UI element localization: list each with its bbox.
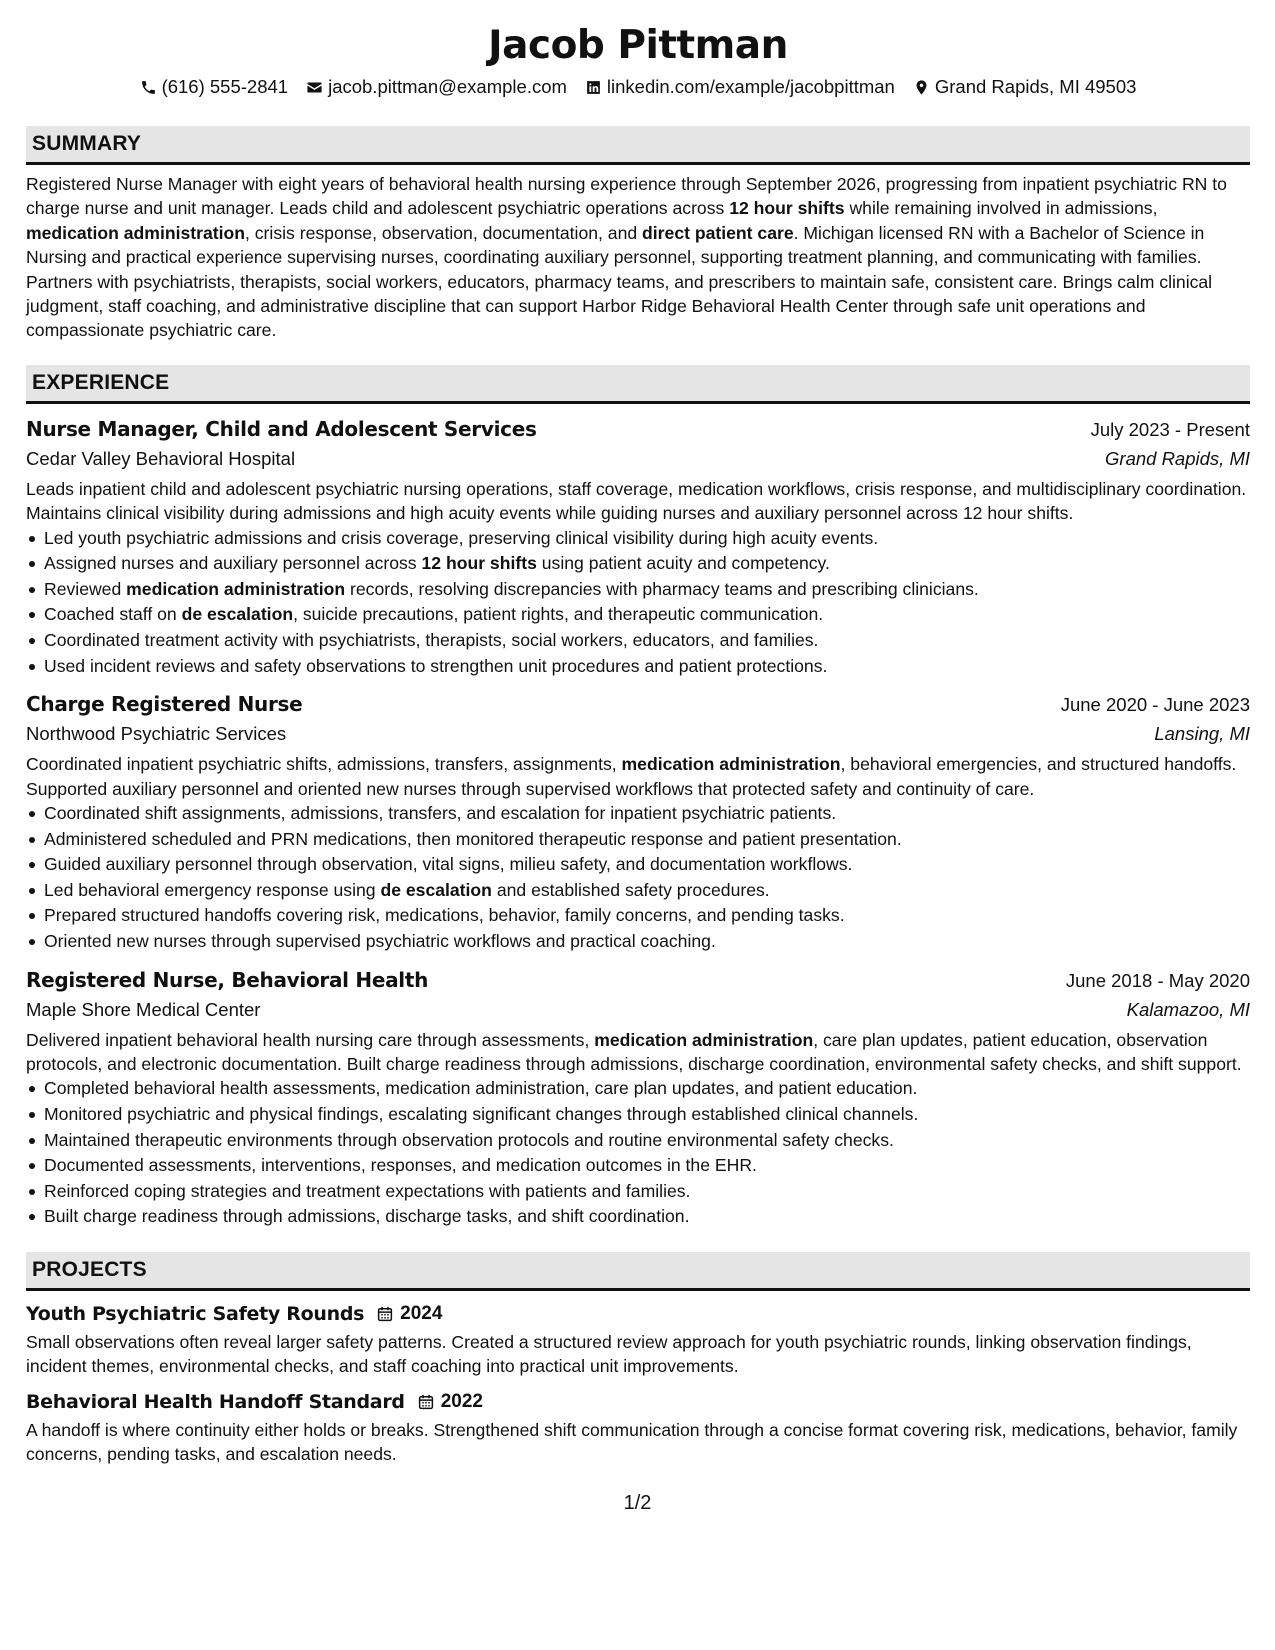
job-description: Leads inpatient child and adolescent psychiatric nursing operations, staff coverage, medication workflows, crisis response, and multidisciplinary coordination. Maintains clinical visibility during admissions and high acuity events while guiding nurses and auxiliary personnel across 12 hour shifts. xyxy=(26,478,1247,524)
bullet-item: Built charge readiness through admissions, discharge tasks, and shift coordination. xyxy=(44,1204,1250,1230)
bullet-item: Monitored psychiatric and physical findings, escalating significant changes through established clinical channels. xyxy=(44,1102,1250,1128)
company-name: Cedar Valley Behavioral Hospital xyxy=(26,447,296,469)
project-year xyxy=(376,1299,442,1329)
bullet-item: Guided auxiliary personnel through observation, vital signs, milieu safety, and documentation workflows. xyxy=(44,852,1250,878)
project-description: A handoff is where continuity either holds or breaks. Strengthened shift communication through a concise format covering risk, medications, behavior, family concerns, pending tasks, and escalation needs. xyxy=(26,1419,1238,1465)
project-title: Behavioral Health Handoff Standard xyxy=(26,1390,405,1413)
summary-heading: SUMMARY xyxy=(26,126,1250,165)
bullet-item: Assigned nurses and auxiliary personnel across 12 hour shifts using patient acuity and competency. xyxy=(44,551,1250,577)
project-year-text: 2024 xyxy=(400,1302,443,1324)
job-entry xyxy=(26,689,1250,954)
phone-text: (616) 555-2841 xyxy=(161,76,289,97)
job-entry xyxy=(26,965,1250,1230)
resume-page xyxy=(26,20,1250,1467)
job-location: Kalamazoo, MI xyxy=(1126,998,1250,1020)
location-text: Grand Rapids, MI 49503 xyxy=(934,76,1137,97)
project-title-row xyxy=(26,1387,1250,1417)
job-entry xyxy=(26,414,1250,679)
calendar-icon xyxy=(417,1393,435,1411)
company-name: Maple Shore Medical Center xyxy=(26,998,261,1020)
page-number: 1/2 xyxy=(623,1492,652,1514)
bullet-item: Coordinated shift assignments, admissions, transfers, and escalation for inpatient psychiatric patients. xyxy=(44,801,1250,827)
job-header-row xyxy=(26,965,1250,996)
candidate-name: Jacob Pittman xyxy=(488,23,788,68)
project-year-text: 2022 xyxy=(440,1390,483,1412)
job-bullets xyxy=(26,1076,1250,1230)
bullet-item: Led youth psychiatric admissions and crisis coverage, preserving clinical visibility during high acuity events. xyxy=(44,526,1250,552)
job-location: Grand Rapids, MI xyxy=(1105,447,1250,469)
contact-phone xyxy=(140,74,289,100)
job-location: Lansing, MI xyxy=(1154,723,1250,745)
project-year xyxy=(417,1387,483,1417)
project-title: Youth Psychiatric Safety Rounds xyxy=(26,1302,365,1325)
job-description: Delivered inpatient behavioral health nursing care through assessments, medication administration, care plan updates, patient education, observation protocols, and electronic documentation. Built charge readiness through admissions, discharge coordination, environmental safety checks, and shift support. xyxy=(26,1029,1242,1074)
bullet-item: Reviewed medication administration records, resolving discrepancies with pharmacy teams and prescribing clinicians. xyxy=(44,577,1250,603)
linkedin-text[interactable]: linkedin.com/example/jacobpittman xyxy=(606,76,895,97)
bullet-item: Completed behavioral health assessments, medication administration, care plan updates, and patient education. xyxy=(44,1076,1250,1102)
job-company-row xyxy=(26,445,1250,473)
job-bullets xyxy=(26,801,1250,955)
project-entry xyxy=(26,1299,1250,1379)
job-description: Coordinated inpatient psychiatric shifts, admissions, transfers, assignments, medication administration, behavioral emergencies, and structured handoffs. Supported auxiliary personnel and oriented new nurses through supervised workflows that protected safety and continuity of care. xyxy=(26,754,1237,799)
job-company-row xyxy=(26,720,1250,748)
job-title: Charge Registered Nurse xyxy=(26,692,303,717)
calendar-icon xyxy=(376,1305,394,1323)
job-dates: June 2018 - May 2020 xyxy=(1065,969,1250,991)
job-title: Registered Nurse, Behavioral Health xyxy=(26,967,429,992)
job-company-row xyxy=(26,996,1250,1024)
linkedin-icon xyxy=(585,79,602,96)
job-header-row xyxy=(26,414,1250,445)
company-name: Northwood Psychiatric Services xyxy=(26,723,287,745)
contact-email[interactable] xyxy=(306,74,567,100)
phone-icon xyxy=(140,79,157,96)
bullet-item: Documented assessments, interventions, responses, and medication outcomes in the EHR. xyxy=(44,1153,1250,1179)
bullet-item: Used incident reviews and safety observations to strengthen unit procedures and patient protections. xyxy=(44,654,1250,680)
contact-linkedin[interactable] xyxy=(585,74,895,100)
project-entry xyxy=(26,1387,1250,1467)
bullet-item: Reinforced coping strategies and treatment expectations with patients and families. xyxy=(44,1179,1250,1205)
job-bullets xyxy=(26,526,1250,680)
contact-location xyxy=(913,74,1137,100)
bullet-item: Coordinated treatment activity with psychiatrists, therapists, social workers, educators, and families. xyxy=(44,628,1250,654)
project-description: Small observations often reveal larger safety patterns. Created a structured review approach for youth psychiatric rounds, linking observation findings, incident themes, environmental checks, and staff coaching into practical unit improvements. xyxy=(26,1331,1192,1377)
summary-text: Registered Nurse Manager with eight years of behavioral health nursing experience through September 2026, progressing from inpatient psychiatric RN to charge nurse and unit manager. Leads child and adolescent psychiatric operations across 12 hour shifts while remaining involved in admissions, medication administration, crisis response, observation, documentation, and direct patient care. Michigan licensed RN with a Bachelor of Science in Nursing and practical experience supervising nurses, coordinating auxiliary personnel, supporting treatment planning, and communicating with families. Partners with psychiatrists, therapists, social workers, educators, pharmacy teams, and prescribers to maintain safe, consistent care. Brings calm clinical judgment, staff coaching, and administrative discipline that can support Harbor Ridge Behavioral Health Center through safe unit operations and compassionate psychiatric care. xyxy=(26,174,1227,341)
job-title: Nurse Manager, Child and Adolescent Services xyxy=(26,416,537,441)
envelope-icon xyxy=(306,79,323,96)
contact-bar xyxy=(26,74,1250,100)
experience-heading: EXPERIENCE xyxy=(26,365,1250,404)
bullet-item: Led behavioral emergency response using de escalation and established safety procedures. xyxy=(44,878,1250,904)
bullet-item: Oriented new nurses through supervised psychiatric workflows and practical coaching. xyxy=(44,929,1250,955)
job-dates: July 2023 - Present xyxy=(1090,418,1250,440)
map-pin-icon xyxy=(913,79,930,96)
bullet-item: Prepared structured handoffs covering risk, medications, behavior, family concerns, and pending tasks. xyxy=(44,903,1250,929)
projects-list xyxy=(26,1299,1250,1467)
experience-list xyxy=(26,414,1250,1230)
bullet-item: Coached staff on de escalation, suicide precautions, patient rights, and therapeutic communication. xyxy=(44,602,1250,628)
bullet-item: Administered scheduled and PRN medications, then monitored therapeutic response and patient presentation. xyxy=(44,827,1250,853)
job-dates: June 2020 - June 2023 xyxy=(1060,694,1250,716)
projects-heading: PROJECTS xyxy=(26,1252,1250,1291)
bullet-item: Maintained therapeutic environments through observation protocols and routine environmental safety checks. xyxy=(44,1128,1250,1154)
email-text[interactable]: jacob.pittman@example.com xyxy=(328,76,567,97)
job-header-row xyxy=(26,689,1250,720)
project-title-row xyxy=(26,1299,1250,1329)
